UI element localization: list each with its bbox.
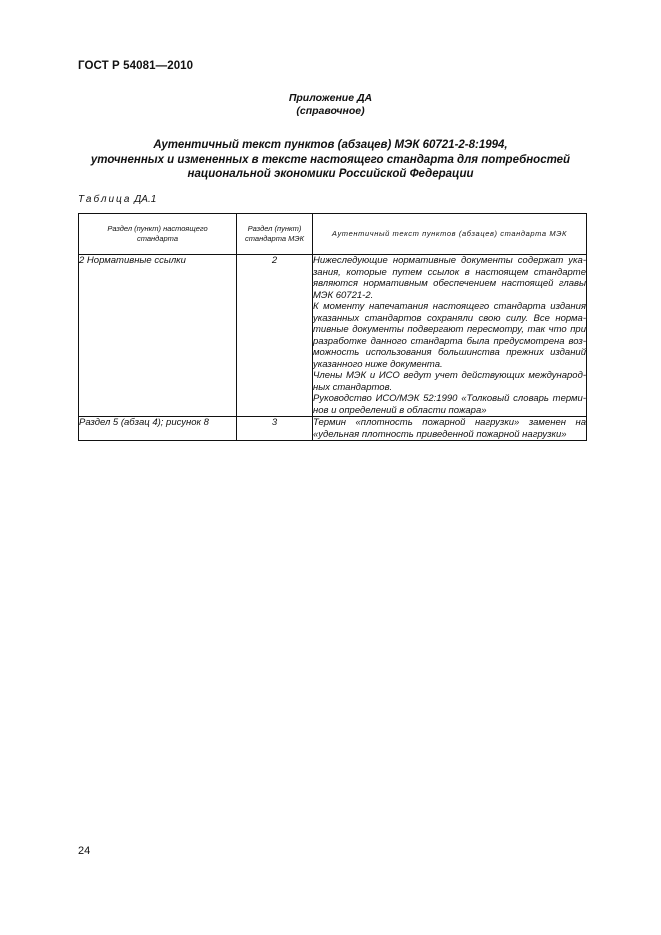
text-paragraph: Термин «плотность пожарной нагрузки» заменен на «удельная плотность приведенной пожарной нагрузки» <box>313 417 586 440</box>
title-line-1: Аутентичный текст пунктов (абзацев) МЭК 60721-2-8:1994, <box>153 139 508 151</box>
page-number: 24 <box>78 845 91 857</box>
row-section: Раздел 5 (абзац 4); рисунок 8 <box>79 417 237 441</box>
title-line-2: уточненных и измененных в тексте настоящего стандарта для потребностей <box>90 153 571 166</box>
header-section-iec: Раздел (пункт) стандарта МЭК <box>237 214 313 255</box>
table-caption-number: ДА.1 <box>134 194 157 205</box>
table-caption-word: Таблица <box>78 194 132 205</box>
text-paragraph: К моменту напечатания настоящего стандарта издания указанных стандартов сохраняли свою силу. Все нормативные документы подвергают пересмотру, так что при разработке данного стандарта была предусмотрена возможность использования большинства прежних изданий указанного ниже документа. <box>313 301 586 370</box>
appendix-main-title <box>60 138 601 182</box>
text-paragraph: Руководство ИСО/МЭК 52:1990 «Толковый словарь терминов и определений в области пожара» <box>313 393 586 416</box>
table-header-row <box>79 214 587 255</box>
row-authentic-text <box>313 417 587 441</box>
table-row <box>79 417 587 441</box>
text-paragraph: Члены МЭК и ИСО ведут учет действующих международных стандартов. <box>313 370 586 393</box>
row-section: 2 Нормативные ссылки <box>79 255 237 417</box>
row-iec-section: 2 <box>237 255 313 417</box>
header-authentic-text: Аутентичный текст пунктов (абзацев) стандарта МЭК <box>313 214 587 255</box>
row-iec-section: 3 <box>237 417 313 441</box>
table-row <box>79 255 587 417</box>
document-id: ГОСТ Р 54081—2010 <box>78 60 194 72</box>
comparison-table <box>78 213 587 441</box>
appendix-subtitle: (справочное) <box>296 105 365 117</box>
table-caption <box>78 194 156 205</box>
row-authentic-text <box>313 255 587 417</box>
appendix-heading <box>0 92 661 118</box>
appendix-title: Приложение ДА <box>288 92 373 104</box>
text-paragraph: Нижеследующие нормативные документы содержат указания, которые путем ссылок в настоящем стандарте являются нормативным обеспечением настоящей главы МЭК 60721-2. <box>313 255 586 301</box>
header-section-this-standard: Раздел (пункт) настоящего стандарта <box>79 214 237 255</box>
title-line-3: национальной экономики Российской Федерации <box>187 168 474 180</box>
